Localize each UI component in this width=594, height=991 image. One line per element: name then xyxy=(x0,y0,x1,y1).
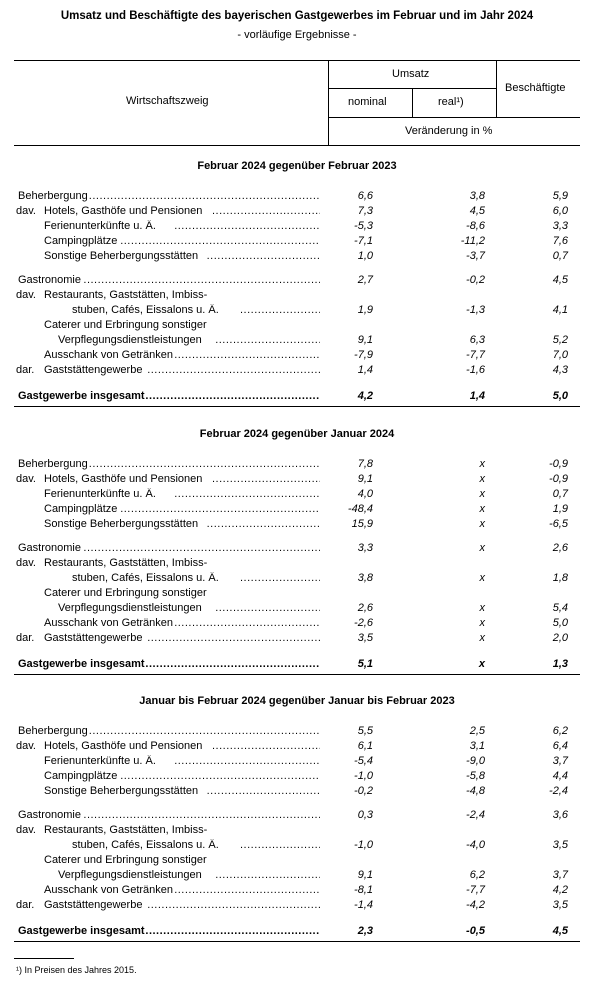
row-label: Gaststättengewerbe xyxy=(44,899,143,911)
value-nominal: 3,5 xyxy=(357,632,373,644)
table-row xyxy=(0,274,594,288)
section-title: Februar 2024 gegenüber Februar 2023 xyxy=(197,160,397,172)
table-row xyxy=(0,869,594,883)
value-real: -4,8 xyxy=(466,785,485,797)
value-nominal: 2,7 xyxy=(357,274,373,286)
table-row-label-line xyxy=(0,319,594,333)
table-row xyxy=(0,755,594,769)
header-col-divider-2 xyxy=(412,88,413,117)
footnote: ¹) In Preisen des Jahres 2015. xyxy=(16,965,137,975)
row-label: Gastgewerbe insgesamt xyxy=(18,925,145,937)
value-nominal: 2,3 xyxy=(357,925,373,937)
row-label: Verpflegungsdienstleistungen xyxy=(58,869,202,881)
value-real: 6,2 xyxy=(469,869,485,881)
value-nominal: -5,3 xyxy=(354,220,373,232)
row-label: stuben, Cafés, Eissalons u. Ä. xyxy=(72,572,219,584)
value-beschaeftigte: 3,7 xyxy=(552,755,568,767)
row-label: Verpflegungsdienstleistungen xyxy=(58,602,202,614)
header-col-divider-3 xyxy=(496,60,497,117)
table-row xyxy=(0,632,594,646)
leader-dots xyxy=(174,488,320,502)
row-label: Verpflegungsdienstleistungen xyxy=(58,334,202,346)
value-real: 3,1 xyxy=(469,740,485,752)
row-label: Campingplätze xyxy=(44,503,118,515)
row-label: Beherbergung xyxy=(18,190,88,202)
table-row-label-line xyxy=(0,824,594,838)
table-row xyxy=(0,458,594,472)
value-beschaeftigte: 4,1 xyxy=(552,304,568,316)
row-label: Gastgewerbe insgesamt xyxy=(18,390,145,402)
value-beschaeftigte: 7,6 xyxy=(552,235,568,247)
value-real: -8,6 xyxy=(466,220,485,232)
table-row-label-line xyxy=(0,557,594,571)
table-row xyxy=(0,542,594,556)
value-beschaeftigte: 5,0 xyxy=(552,617,568,629)
header-col-divider-1 xyxy=(328,60,329,145)
leader-dots xyxy=(207,250,320,264)
value-nominal: 4,2 xyxy=(357,390,373,402)
row-prefix: dav. xyxy=(16,740,36,752)
total-row xyxy=(0,925,594,939)
value-beschaeftigte: 4,3 xyxy=(552,364,568,376)
value-nominal: 15,9 xyxy=(351,518,373,530)
leader-dots xyxy=(83,809,320,823)
table-row xyxy=(0,503,594,517)
value-real: 6,3 xyxy=(469,334,485,346)
page-title: Umsatz und Beschäftigte des bayerischen Gastgewerbes im Februar und im Jahr 2024 xyxy=(60,10,534,22)
value-beschaeftigte: -0,9 xyxy=(549,473,568,485)
table-row xyxy=(0,205,594,219)
leader-dots xyxy=(89,458,320,472)
value-nominal: 4,0 xyxy=(357,488,373,500)
section-title: Februar 2024 gegenüber Januar 2024 xyxy=(199,428,395,440)
value-nominal: -1,0 xyxy=(354,839,373,851)
value-beschaeftigte: -0,9 xyxy=(549,458,568,470)
table-row xyxy=(0,488,594,502)
leader-dots xyxy=(240,572,320,586)
value-beschaeftigte: -2,4 xyxy=(549,785,568,797)
row-label: Gaststättengewerbe xyxy=(44,364,143,376)
value-beschaeftigte: 6,0 xyxy=(552,205,568,217)
value-nominal: -7,1 xyxy=(354,235,373,247)
header-nominal: nominal xyxy=(348,96,387,108)
section-title: Januar bis Februar 2024 gegenüber Januar bis Februar 2023 xyxy=(139,695,455,707)
row-label: Sonstige Beherbergungsstätten xyxy=(44,518,199,530)
leader-dots xyxy=(174,349,320,363)
row-label: Gastgewerbe insgesamt xyxy=(18,658,145,670)
value-beschaeftigte: 5,4 xyxy=(552,602,568,614)
value-nominal: -7,9 xyxy=(354,349,373,361)
row-label: Ferienunterkünfte u. Ä. xyxy=(44,488,156,500)
table-row xyxy=(0,235,594,249)
table-row xyxy=(0,884,594,898)
table-row xyxy=(0,809,594,823)
value-nominal: 3,3 xyxy=(357,542,373,554)
table-row xyxy=(0,839,594,853)
leader-dots xyxy=(212,473,320,487)
leader-dots xyxy=(120,235,320,249)
value-real: -1,3 xyxy=(466,304,485,316)
table-row xyxy=(0,572,594,586)
value-beschaeftigte: 0,7 xyxy=(552,488,568,500)
total-underline xyxy=(14,406,580,407)
value-real: -11,2 xyxy=(460,235,485,247)
row-label: stuben, Cafés, Eissalons u. Ä. xyxy=(72,839,219,851)
value-beschaeftigte: 4,4 xyxy=(552,770,568,782)
value-nominal: 9,1 xyxy=(357,869,373,881)
leader-dots xyxy=(89,190,320,204)
table-row xyxy=(0,518,594,532)
leader-dots xyxy=(147,632,320,646)
value-nominal: -1,4 xyxy=(354,899,373,911)
row-label: Restaurants, Gaststätten, Imbiss- xyxy=(44,824,208,836)
value-beschaeftigte: 1,9 xyxy=(552,503,568,515)
value-nominal: 7,8 xyxy=(357,458,373,470)
table-row xyxy=(0,725,594,739)
value-beschaeftigte: 3,6 xyxy=(552,809,568,821)
value-real: x xyxy=(479,602,485,614)
row-label: Hotels, Gasthöfe und Pensionen xyxy=(44,740,203,752)
value-real: -7,7 xyxy=(466,349,485,361)
row-prefix: dar. xyxy=(16,632,35,644)
row-prefix: dav. xyxy=(16,473,36,485)
leader-dots xyxy=(240,839,320,853)
value-real: 1,4 xyxy=(469,390,485,402)
leader-dots xyxy=(145,658,320,672)
leader-dots xyxy=(215,869,320,883)
value-real: x xyxy=(479,542,485,554)
row-prefix: dar. xyxy=(16,899,35,911)
row-label: Gaststättengewerbe xyxy=(44,632,143,644)
row-label: Ferienunterkünfte u. Ä. xyxy=(44,755,156,767)
row-label: Caterer und Erbringung sonstiger xyxy=(44,319,207,331)
row-label: Restaurants, Gaststätten, Imbiss- xyxy=(44,289,208,301)
row-label: Ferienunterkünfte u. Ä. xyxy=(44,220,156,232)
value-real: -4,2 xyxy=(466,899,485,911)
value-beschaeftigte: 2,0 xyxy=(552,632,568,644)
value-real: x xyxy=(479,488,485,500)
value-real: x xyxy=(479,632,485,644)
row-label: Gastronomie xyxy=(18,274,81,286)
header-beschaeftigte: Beschäftigte xyxy=(505,82,566,94)
leader-dots xyxy=(147,899,320,913)
value-beschaeftigte: 6,2 xyxy=(552,725,568,737)
table-row xyxy=(0,349,594,363)
value-nominal: -1,0 xyxy=(354,770,373,782)
leader-dots xyxy=(207,785,320,799)
header-real: real¹) xyxy=(438,96,464,108)
value-real: -1,6 xyxy=(466,364,485,376)
row-label: Gastronomie xyxy=(18,542,81,554)
value-nominal: 3,8 xyxy=(357,572,373,584)
row-prefix: dav. xyxy=(16,557,36,569)
table-row xyxy=(0,602,594,616)
leader-dots xyxy=(120,770,320,784)
value-beschaeftigte: 5,2 xyxy=(552,334,568,346)
value-nominal: 9,1 xyxy=(357,334,373,346)
leader-dots xyxy=(212,205,320,219)
header-mid-rule xyxy=(328,117,580,118)
header-wirtschaftszweig: Wirtschaftszweig xyxy=(126,95,209,107)
value-nominal: -48,4 xyxy=(347,503,373,515)
leader-dots xyxy=(145,925,320,939)
value-beschaeftigte: 4,2 xyxy=(552,884,568,896)
leader-dots xyxy=(215,334,320,348)
value-real: 4,5 xyxy=(469,205,485,217)
footnote-rule xyxy=(14,958,74,959)
value-nominal: 9,1 xyxy=(357,473,373,485)
table-row xyxy=(0,770,594,784)
leader-dots xyxy=(174,617,320,631)
value-nominal: 6,1 xyxy=(357,740,373,752)
value-real: 2,5 xyxy=(469,725,485,737)
leader-dots xyxy=(145,390,320,404)
leader-dots xyxy=(215,602,320,616)
total-underline xyxy=(14,941,580,942)
value-nominal: 6,6 xyxy=(357,190,373,202)
value-nominal: 0,3 xyxy=(357,809,373,821)
table-row xyxy=(0,250,594,264)
value-nominal: -5,4 xyxy=(354,755,373,767)
row-label: Beherbergung xyxy=(18,725,88,737)
leader-dots xyxy=(174,884,320,898)
row-label: Gastronomie xyxy=(18,809,81,821)
value-beschaeftigte: 3,5 xyxy=(552,839,568,851)
value-beschaeftigte: 1,3 xyxy=(552,658,568,670)
row-label: Hotels, Gasthöfe und Pensionen xyxy=(44,473,203,485)
value-beschaeftigte: 5,0 xyxy=(552,390,568,402)
value-beschaeftigte: 4,5 xyxy=(552,925,568,937)
row-prefix: dar. xyxy=(16,364,35,376)
value-real: x xyxy=(479,458,485,470)
row-label: Restaurants, Gaststätten, Imbiss- xyxy=(44,557,208,569)
value-real: -3,7 xyxy=(466,250,485,262)
value-beschaeftigte: 7,0 xyxy=(552,349,568,361)
value-beschaeftigte: 3,7 xyxy=(552,869,568,881)
leader-dots xyxy=(83,274,320,288)
value-beschaeftigte: 0,7 xyxy=(552,250,568,262)
value-nominal: 2,6 xyxy=(357,602,373,614)
value-beschaeftigte: 6,4 xyxy=(552,740,568,752)
value-beschaeftigte: -6,5 xyxy=(549,518,568,530)
value-nominal: 5,5 xyxy=(357,725,373,737)
value-real: -2,4 xyxy=(466,809,485,821)
value-real: x xyxy=(478,658,485,670)
row-prefix: dav. xyxy=(16,289,36,301)
row-label: Hotels, Gasthöfe und Pensionen xyxy=(44,205,203,217)
table-row xyxy=(0,190,594,204)
table-row xyxy=(0,334,594,348)
table-row-label-line xyxy=(0,289,594,303)
value-nominal: 7,3 xyxy=(357,205,373,217)
value-real: x xyxy=(479,617,485,629)
value-beschaeftigte: 2,6 xyxy=(552,542,568,554)
page-subtitle: - vorläufige Ergebnisse - xyxy=(237,29,357,41)
value-beschaeftigte: 3,3 xyxy=(552,220,568,232)
row-label: Caterer und Erbringung sonstiger xyxy=(44,587,207,599)
value-nominal: 1,9 xyxy=(357,304,373,316)
value-beschaeftigte: 4,5 xyxy=(552,274,568,286)
value-real: -0,5 xyxy=(466,925,485,937)
row-label: Ausschank von Getränken xyxy=(44,884,174,896)
table-row xyxy=(0,364,594,378)
table-row xyxy=(0,304,594,318)
row-label: Caterer und Erbringung sonstiger xyxy=(44,854,207,866)
table-row xyxy=(0,220,594,234)
value-beschaeftigte: 3,5 xyxy=(552,899,568,911)
leader-dots xyxy=(120,503,320,517)
value-nominal: -0,2 xyxy=(354,785,373,797)
leader-dots xyxy=(89,725,320,739)
total-row xyxy=(0,390,594,404)
row-label: Ausschank von Getränken xyxy=(44,617,174,629)
leader-dots xyxy=(240,304,320,318)
row-label: Ausschank von Getränken xyxy=(44,349,174,361)
value-nominal: 5,1 xyxy=(357,658,373,670)
value-real: x xyxy=(479,473,485,485)
table-row xyxy=(0,473,594,487)
row-prefix: dav. xyxy=(16,205,36,217)
value-nominal: -8,1 xyxy=(354,884,373,896)
value-real: -9,0 xyxy=(466,755,485,767)
row-label: Beherbergung xyxy=(18,458,88,470)
total-underline xyxy=(14,674,580,675)
leader-dots xyxy=(212,740,320,754)
table-row xyxy=(0,785,594,799)
row-prefix: dav. xyxy=(16,824,36,836)
value-nominal: 1,4 xyxy=(357,364,373,376)
value-real: x xyxy=(479,572,485,584)
leader-dots xyxy=(207,518,320,532)
value-real: -4,0 xyxy=(466,839,485,851)
value-real: x xyxy=(479,518,485,530)
header-umsatz: Umsatz xyxy=(392,68,430,80)
value-real: -7,7 xyxy=(466,884,485,896)
leader-dots xyxy=(174,220,320,234)
value-real: -0,2 xyxy=(466,274,485,286)
table-row xyxy=(0,899,594,913)
leader-dots xyxy=(147,364,320,378)
value-beschaeftigte: 1,8 xyxy=(552,572,568,584)
row-label: stuben, Cafés, Eissalons u. Ä. xyxy=(72,304,219,316)
leader-dots xyxy=(83,542,320,556)
row-label: Campingplätze xyxy=(44,770,118,782)
table-row-label-line xyxy=(0,854,594,868)
row-label: Sonstige Beherbergungsstätten xyxy=(44,250,199,262)
total-row xyxy=(0,658,594,672)
leader-dots xyxy=(174,755,320,769)
row-label: Campingplätze xyxy=(44,235,118,247)
table-row-label-line xyxy=(0,587,594,601)
table-row xyxy=(0,740,594,754)
value-nominal: 1,0 xyxy=(357,250,373,262)
table-row xyxy=(0,617,594,631)
header-bottom-rule xyxy=(14,145,580,146)
value-real: x xyxy=(479,503,485,515)
row-label: Sonstige Beherbergungsstätten xyxy=(44,785,199,797)
value-real: 3,8 xyxy=(469,190,485,202)
value-beschaeftigte: 5,9 xyxy=(552,190,568,202)
header-veraenderung: Veränderung in % xyxy=(405,125,493,137)
value-nominal: -2,6 xyxy=(354,617,373,629)
value-real: -5,8 xyxy=(466,770,485,782)
